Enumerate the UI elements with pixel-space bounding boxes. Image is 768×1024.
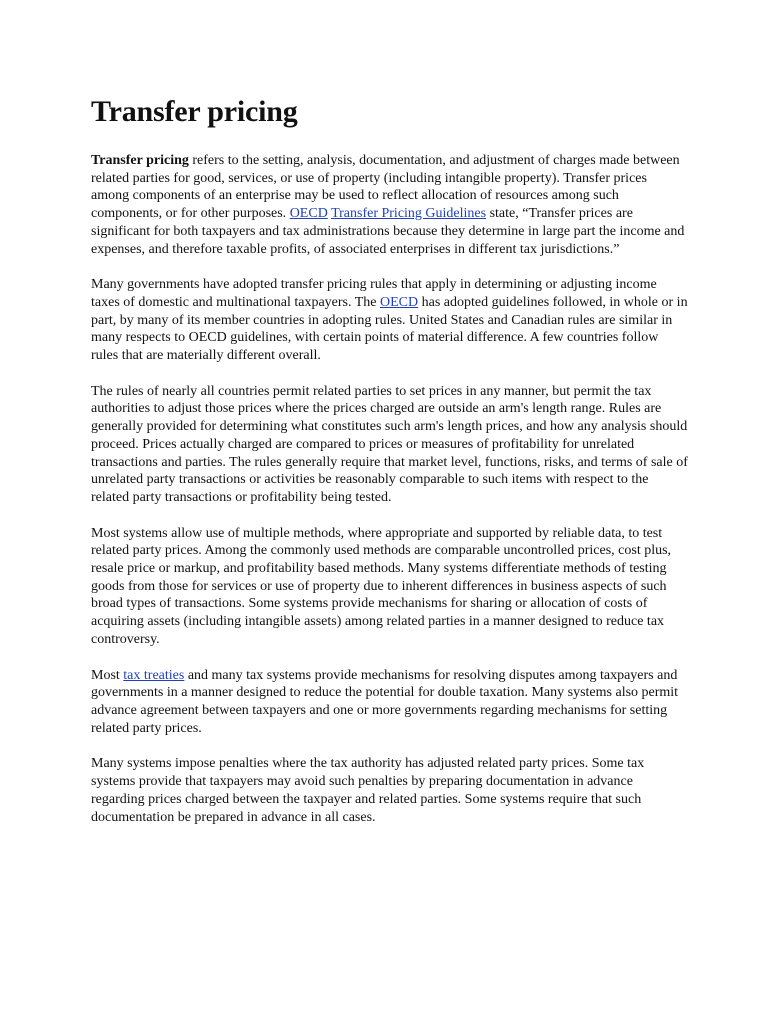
transfer-pricing-guidelines-link[interactable]: Transfer Pricing Guidelines bbox=[331, 206, 487, 222]
paragraph-governments bbox=[91, 276, 688, 365]
page-title: Transfer pricing bbox=[91, 95, 298, 128]
tax-treaties-link[interactable]: tax treaties bbox=[123, 667, 185, 683]
paragraph-rules: The rules of nearly all countries permit related parties to set prices in any manner, but permit the tax authorities to adjust those prices where the prices charged are outside an arm's length range. Rules are generally provided for determining what constitutes such arm's length prices, and how any analysis should proceed. Prices actually charged are compared to prices or measures of profitability for unrelated transactions and parties. The rules generally require that market level, functions, risks, and terms of sale of unrelated party transactions or activities be reasonably comparable to such items with respect to the related party transactions or profitability being tested. bbox=[91, 383, 688, 505]
paragraph-text: and many tax systems provide mechanisms for resolving disputes among taxpayers and governments in a manner designed to reduce the potential for double taxation. Many systems also permit advance agreement between taxpayers and one or more governments regarding mechanisms for setting related party prices. bbox=[91, 667, 679, 736]
paragraph-text: Many governments have adopted transfer pricing rules that apply in determining or adjusting income taxes of domestic and multinational taxpayers. The bbox=[91, 277, 657, 310]
paragraph-methods: Most systems allow use of multiple methods, where appropriate and supported by reliable data, to test related party prices. Among the commonly used methods are comparable uncontrolled prices, cost plus, resale price or markup, and profitability based methods. Many systems differentiate methods of testing goods from those for services or use of property due to inherent differences in business aspects of such broad types of transactions. Some systems provide mechanisms for sharing or allocation of costs of acquiring assets (including intangible assets) among related parties in a manner designed to reduce tax controversy. bbox=[91, 525, 672, 647]
oecd-link[interactable]: OECD bbox=[380, 294, 419, 310]
paragraph-treaties bbox=[91, 667, 688, 738]
paragraph-text: state, “Transfer prices are significant for both taxpayers and tax administrations because they determine in large part the income and expenses, and therefore taxable profits, of associated enterprises in different tax jurisdictions.” bbox=[91, 206, 685, 257]
paragraph-text: refers to the setting, analysis, documentation, and adjustment of charges made between related parties for good, services, or use of property (including intangible property). Transfer prices among components of an enterprise may be used to reflect allocation of resources among such components, or for other purposes. bbox=[91, 153, 680, 222]
paragraph-text: Most bbox=[91, 667, 124, 683]
paragraph-text: has adopted guidelines followed, in whole or in part, by many of its member countries in adopting rules. United States and Canadian rules are similar in many respects to OECD guidelines, with certain points of material difference. A few countries follow rules that are materially different overall. bbox=[91, 294, 688, 364]
oecd-link[interactable]: OECD bbox=[289, 206, 328, 222]
term-bold: Transfer pricing bbox=[91, 153, 189, 168]
paragraph-intro bbox=[91, 152, 688, 258]
paragraph-penalties: Many systems impose penalties where the tax authority has adjusted related party prices. Some tax systems provide that taxpayers may avoid such penalties by preparing documentation in advance regarding prices charged between the taxpayer and related parties. Some systems require that such documentation be prepared in advance in all cases. bbox=[91, 756, 645, 825]
